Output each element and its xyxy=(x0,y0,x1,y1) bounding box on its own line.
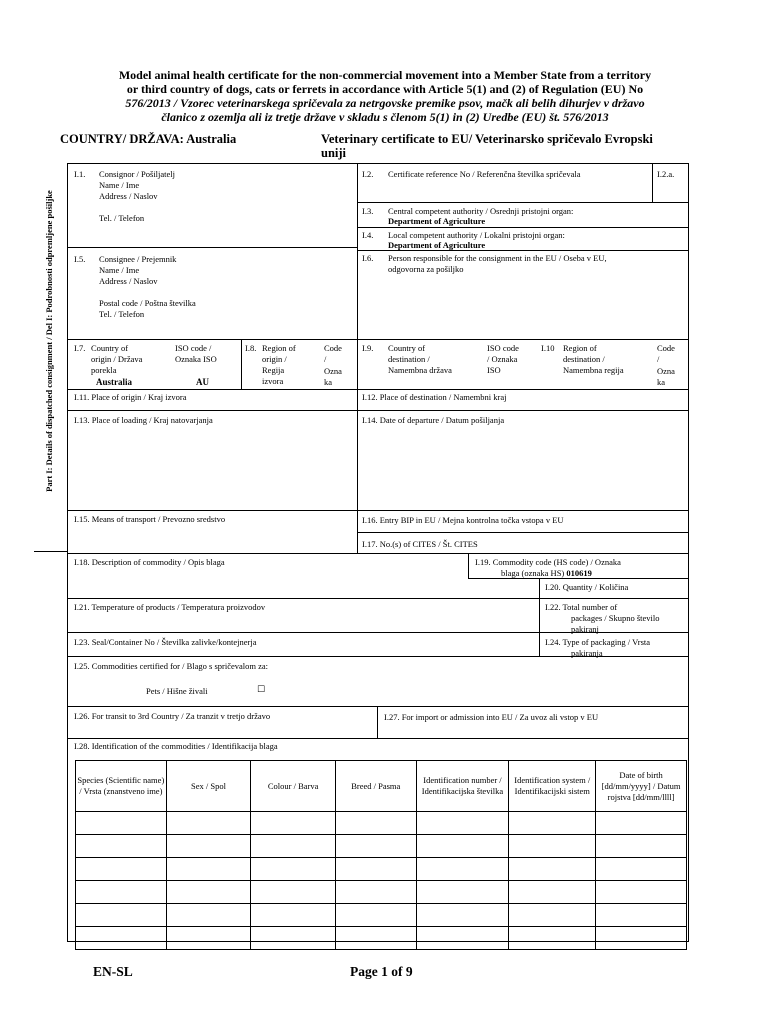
divider xyxy=(241,339,242,389)
responsible-person-label: Person responsible for the consignment in the EU / Oseba v EU, xyxy=(388,253,607,263)
cites-label: I.17. No.(s) of CITES / Št. CITES xyxy=(362,539,478,549)
code-label-4: ka xyxy=(324,377,333,387)
responsible-person-label-2: odgovorna za pošiljko xyxy=(388,264,464,274)
consignee-tel-label: Tel. / Telefon xyxy=(99,309,145,319)
temperature-label: I.21. Temperature of products / Temperatura proizvodov xyxy=(74,602,266,612)
region-destination-label: Region of xyxy=(563,343,597,353)
divider xyxy=(67,339,689,340)
total-packages-label-3: pakiranj xyxy=(571,624,599,634)
language-code: EN-SL xyxy=(93,964,133,979)
total-packages-label: I.22. Total number of xyxy=(545,602,618,612)
country-origin-label: Country of xyxy=(91,343,129,353)
country-destination-label-3: Namembna država xyxy=(388,365,452,375)
table-row xyxy=(76,927,687,950)
divider xyxy=(357,202,689,203)
table-row xyxy=(76,858,687,881)
column-header: Date of birth [dd/mm/yyyy] / Datum rojstva [dd/mm/llll] xyxy=(596,761,687,812)
place-of-destination-label: I.12. Place of destination / Namembni kraj xyxy=(362,392,507,402)
code-label-2: / xyxy=(657,354,660,364)
identification-table xyxy=(75,760,687,950)
commodities-certified-label: I.25. Commodities certified for / Blago s spričevalom za: xyxy=(74,661,269,671)
commodity-code-label-2: blaga (oznaka HS) 010619 xyxy=(501,568,592,578)
divider xyxy=(34,551,68,552)
code-label-3: Ozna xyxy=(657,366,675,376)
column-header: Identification number / Identifikacijska številka xyxy=(416,761,509,812)
consignor-label: Consignor / Pošiljatelj xyxy=(99,169,176,179)
column-header: Sex / Spol xyxy=(166,761,251,812)
iso-code-label-2: / Oznaka xyxy=(487,354,518,364)
divider xyxy=(67,738,689,739)
country-origin-label-2: origin / Država xyxy=(91,354,143,364)
part-1-side-label: Part I: Details of dispatched consignment / Del I: Podrobnosti odpremljene pošiljke xyxy=(44,190,54,492)
region-destination-label-3: Namembna regija xyxy=(563,365,624,375)
date-of-departure-label: I.14. Date of departure / Datum pošiljanja xyxy=(362,415,505,425)
field-number: I.9. xyxy=(362,343,374,353)
field-number: I.3. xyxy=(362,206,374,216)
field-number: I.7. xyxy=(74,343,86,353)
field-number: I.5. xyxy=(74,254,86,264)
code-label: Code xyxy=(324,343,342,353)
pets-option-label: Pets / Hišne živali xyxy=(146,686,208,696)
divider xyxy=(357,532,689,533)
pets-checkbox[interactable]: ☐ xyxy=(257,685,266,695)
total-packages-label-2: packages / Skupno število xyxy=(571,613,660,623)
place-of-loading-label: I.13. Place of loading / Kraj natovarjanja xyxy=(74,415,213,425)
region-origin-label-3: Regija xyxy=(262,365,285,375)
iso-code-value: AU xyxy=(196,377,209,387)
code-label-4: ka xyxy=(657,377,666,387)
certificate-reference-label: Certificate reference No / Referenčna številka spričevala xyxy=(388,169,581,179)
field-number: I.1. xyxy=(74,169,86,179)
country-origin-label-3: porekla xyxy=(91,365,117,375)
consignor-name-label: Name / Ime xyxy=(99,180,140,190)
consignee-address-label: Address / Naslov xyxy=(99,276,158,286)
region-origin-label-4: izvora xyxy=(262,376,284,386)
consignee-label: Consignee / Prejemnik xyxy=(99,254,177,264)
certificate-title: Model animal health certificate for the non-commercial movement into a Member State from a territory or third country of dogs, cats or ferrets in accordance with Article 5(1) and (2) of Regulation (EU) No 576/2013 / Vzorec veterinarskega spričevala za netrgovske premike psov, mačk ali belih dihurjev v državo članico z ozemlja ali iz tretje države v skladu s členom 5(1) in (2) Uredbe (EU) št. 576/2013 xyxy=(118,68,652,124)
divider xyxy=(67,510,689,511)
divider xyxy=(539,578,540,656)
import-label: I.27. For import or admission into EU / Za uvoz ali vstop v EU xyxy=(384,712,599,722)
divider xyxy=(652,163,653,202)
column-header: Species (Scientific name) / Vrsta (znanstveno ime) xyxy=(76,761,167,812)
table-row xyxy=(76,904,687,927)
commodity-code-label: I.19. Commodity code (HS code) / Oznaka xyxy=(475,557,621,567)
divider xyxy=(67,247,357,248)
packaging-type-label-2: pakiranja xyxy=(571,648,603,658)
country-origin-value: Australia xyxy=(96,377,132,387)
quantity-label: I.20. Quantity / Količina xyxy=(545,582,629,592)
iso-code-label-2: Oznaka ISO xyxy=(175,354,217,364)
description-of-commodity-label: I.18. Description of commodity / Opis blaga xyxy=(74,557,225,567)
local-authority-value: Department of Agriculture xyxy=(388,240,486,250)
field-number: I.6. xyxy=(362,253,374,263)
central-authority-label: Central competent authority / Osrednji pristojni organ: xyxy=(388,206,574,216)
divider xyxy=(67,598,689,599)
country-destination-label: Country of xyxy=(388,343,426,353)
iso-code-label: ISO code / xyxy=(175,343,212,353)
table-row xyxy=(76,881,687,904)
column-header: Identification system / Identifikacijski sistem xyxy=(509,761,596,812)
table-row xyxy=(76,812,687,835)
identification-label: I.28. Identification of the commodities / Identifikacija blaga xyxy=(74,741,278,751)
country-destination-label-2: destination / xyxy=(388,354,430,364)
code-label-2: / xyxy=(324,354,327,364)
consignor-tel-label: Tel. / Telefon xyxy=(99,213,145,223)
column-header: Colour / Barva xyxy=(251,761,336,812)
divider xyxy=(67,389,689,390)
column-header: Breed / Pasma xyxy=(335,761,416,812)
seal-container-label: I.23. Seal/Container No / Številka zalivke/kontejnerja xyxy=(74,637,257,647)
field-number: I.4. xyxy=(362,230,374,240)
divider xyxy=(357,227,689,228)
packaging-type-label: I.24. Type of packaging / Vrsta xyxy=(545,637,651,647)
region-origin-label-2: origin / xyxy=(262,354,287,364)
transit-label: I.26. For transit to 3rd Country / Za tranzit v tretjo državo xyxy=(74,711,271,721)
divider xyxy=(468,553,469,578)
page-number: Page 1 of 9 xyxy=(350,964,413,979)
consignee-name-label: Name / Ime xyxy=(99,265,140,275)
iso-code-label: ISO code xyxy=(487,343,519,353)
consignor-address-label: Address / Naslov xyxy=(99,191,158,201)
divider xyxy=(67,706,689,707)
code-label: Code xyxy=(657,343,675,353)
means-of-transport-label: I.15. Means of transport / Prevozno sredstvo xyxy=(74,514,226,524)
region-origin-label: Region of xyxy=(262,343,296,353)
code-label-3: Ozna xyxy=(324,366,342,376)
local-authority-label: Local competent authority / Lokalni pristojni organ: xyxy=(388,230,565,240)
field-number: I.2. xyxy=(362,169,374,179)
consignee-postal-label: Postal code / Poštna številka xyxy=(99,298,196,308)
veterinary-certificate-heading: Veterinary certificate to EU/ Veterinarsko spričevalo Evropski uniji xyxy=(321,132,653,160)
entry-bip-label: I.16. Entry BIP in EU / Mejna kontrolna točka vstopa v EU xyxy=(362,515,564,525)
divider xyxy=(67,553,689,554)
divider xyxy=(67,410,689,411)
country-heading: COUNTRY/ DRŽAVA: Australia xyxy=(60,132,237,146)
field-number: I.8. xyxy=(245,343,257,353)
central-authority-value: Department of Agriculture xyxy=(388,216,486,226)
iso-code-label-3: ISO xyxy=(487,365,501,375)
divider xyxy=(357,163,358,554)
table-row xyxy=(76,835,687,858)
region-destination-label-2: destination / xyxy=(563,354,605,364)
field-number: I.10 xyxy=(541,343,555,353)
field-number: I.2.a. xyxy=(657,169,675,179)
divider xyxy=(377,706,378,738)
place-of-origin-label: I.11. Place of origin / Kraj izvora xyxy=(74,392,187,402)
